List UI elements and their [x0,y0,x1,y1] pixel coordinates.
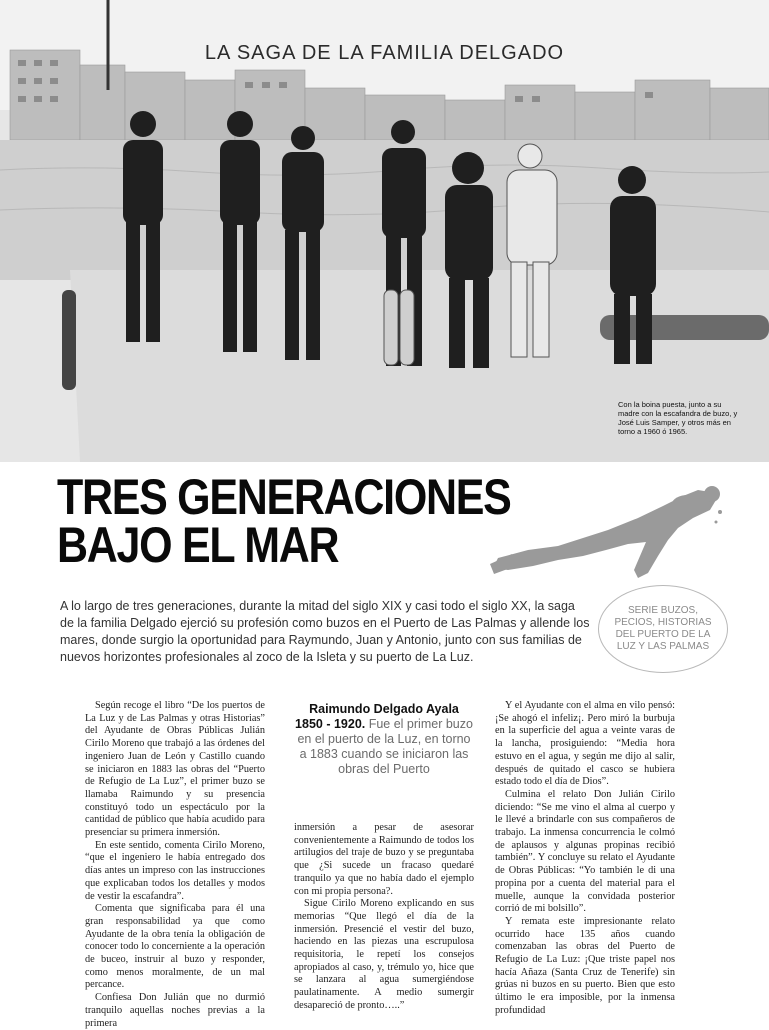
series-badge [598,585,728,673]
pull-quote [294,702,474,777]
divers-photo [0,0,769,462]
paragraph: En este sentido, comenta Cirilo Moreno, “que el ingeniero le había entregado dos días antes un impreso con las instrucciones que explicaban todos los detalles y modos de vestir la escafandra”. [85,839,265,902]
paragraph: Y remata este impresionante relato ocurrido hace 135 años cuando comenzaban las obras del Puerto de Refugio de La Luz: ¡Que triste papel nos hacía Añaza (Santa Cruz de Tenerife) sin grúas ni buzos en su puerto. Bien que esto último le era imposible, por la inmensa profundidad [495,915,675,1016]
article-column-1 [85,700,265,1029]
paragraph: Culmina el relato Don Julián Cirilo diciendo: “Se me vino el alma al cuerpo y le llevé a brindarle con sus compañeros de trabajo. La inmensa concurrencia le colmó de aplausos y algunas propinas recibió también”. Y concluye su relato el Ayudante de Obras Públicas: “Yo también le di una propina por a cuenta del material para el muelle, aunque la convidada posterior corrió de mi bolsillo”. [495,788,675,915]
paragraph: Comenta que significaba para él una gran responsabilidad ya que como Ayudante de la obra tenía la obligación de conocer todo lo concerniente a la operación de buceo, instruir al buzo y responder, como menos moralmente, de un mal percance. [85,903,265,991]
paragraph: Y el Ayudante con el alma en vilo pensó: ¡Se ahogó el infeliz¡. Pero miró la burbuja en la superficie del agua a veinte varas de la lancha, prosiguiendo: “Media hora estuvo en el agua, y según me dijo al salir, después de quitado el casco se hubiera estado todo el día de Dios”. [495,700,675,788]
headline-line-2: BAJO EL MAR [57,517,339,573]
article-column-2 [294,822,474,1022]
pull-quote-bold: Raimundo Delgado Ayala 1850 - 1920. [295,702,459,731]
intro-paragraph: A lo largo de tres generaciones, durante la mitad del siglo XIX y casi todo el siglo XX, la saga de la familia Delgado ejerció su profesión como buzos en el Puerto de Las Palmas y allende los mares, donde surgio la oportunidad para Raymundo, Juan y Antonio, junto con sus familias de nuevos horizontes profesionales al zoco de la Isleta y su puerto de La Luz. [60,599,590,664]
paragraph: Sigue Cirilo Moreno explicando en sus memorias “Que llegó el día de la inmersión. Presencié el vestir del buzo, haciendo en las piezas una escrupulosa requisitoria, le repetí los consejos apropiados al caso, y, trémulo yo, hice que se lanzara al agua sumergiéndose paulatinamente. A medio sumergir desapareció de pronto…..” [294,898,474,1011]
diver-silhouette-icon [488,478,728,588]
paragraph: Confiesa Don Julián que no durmió tranquilo aquellas noches previas a la primera [85,992,265,1029]
paragraph: Según recoge el libro “De los puertos de La Luz y de Las Palmas y otras Historias” del Ayudante de Obras Públicas Julián Cirilo Moreno que trabajó a las órdenes del ingeniero Juan de León y Castillo cuando se iniciaron en 1883 las obras del “Puerto de Refugio de La Luz”, el primer buzo se llamaba Raimundo y su presencia constituyó todo un espectáculo por la cantidad de público que había acudido para presenciar su primera inmersión. [85,700,265,839]
pull-quote-text: Fue el primer buzo en el puerto de la Luz, en torno a 1883 cuando se iniciaron las obras del Puerto [297,717,473,776]
section-title: LA SAGA DE LA FAMILIA DELGADO [204,42,565,64]
divers-photo-illustration [0,0,769,462]
photo-caption: Con la boina puesta, junto a su madre con la escafandra de buzo, y José Luis Samper, y otros más en torno a 1960 ó 1965. [618,400,738,436]
paragraph: inmersión a pesar de asesorar convenientemente a Raimundo de todos los artilugios del traje de buzo y se preguntaba que ¿Si sucede un fracaso quedaré tranquilo ya que no había dado el ejemplo con mi propia persona?. [294,822,474,897]
headline-line-1: TRES GENERACIONES [57,469,511,525]
article-column-3 [495,700,675,1020]
series-badge-text: SERIE BUZOS, PECIOS, HISTORIAS DEL PUERTO DE LA LUZ Y LAS PALMAS [614,605,712,652]
